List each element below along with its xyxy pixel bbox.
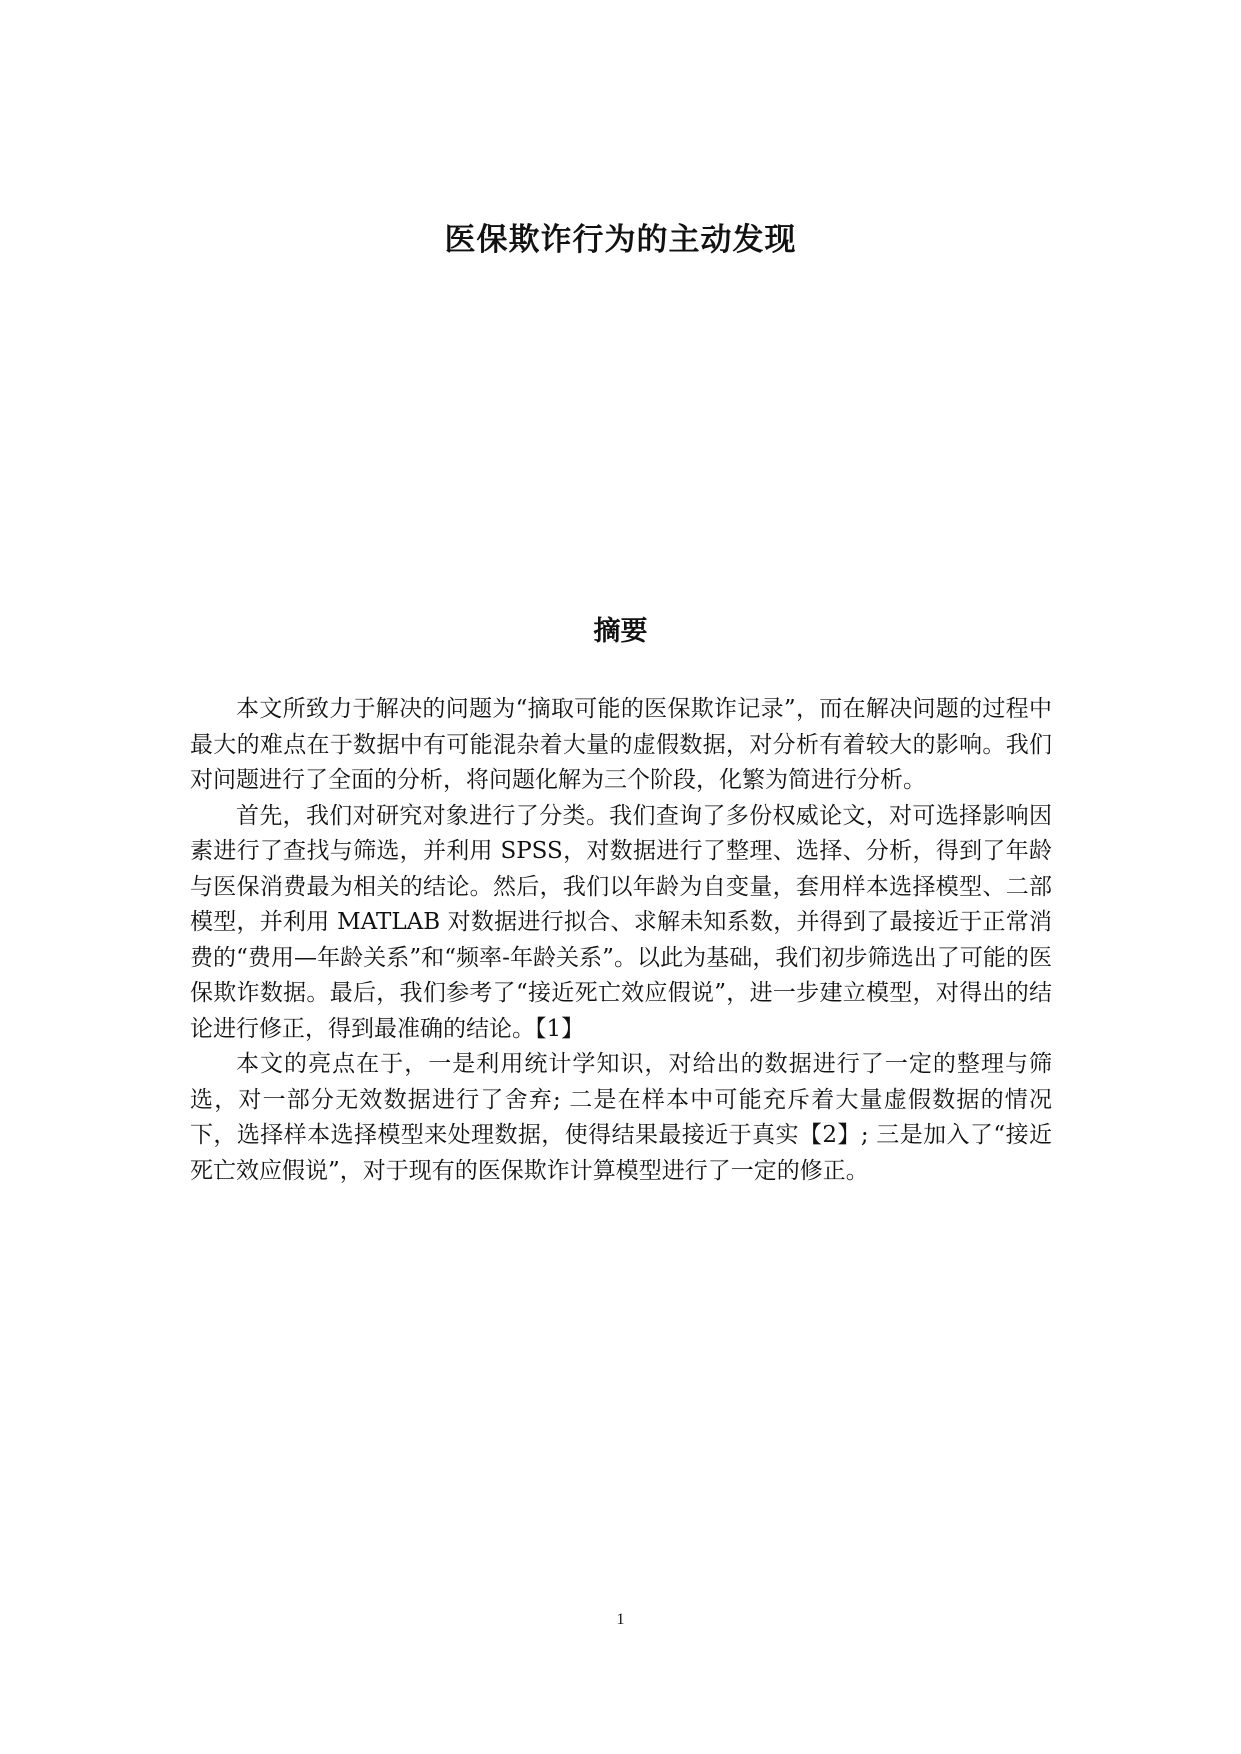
abstract-heading: 摘要 — [593, 616, 648, 647]
page-number: 1 — [616, 1611, 625, 1628]
abstract-paragraph: 本文所致力于解决的问题为“摘取可能的医保欺诈记录”，而在解决问题的过程中最大的难点在于数据中有可能混杂着大量的虚假数据，对分析有着较大的影响。我们对问题进行了全面的分析，将问题化解为三个阶段，化繁为简进行分析。 — [190, 696, 1052, 793]
abstract-paragraph: 本文的亮点在于，一是利用统计学知识，对给出的数据进行了一定的整理与筛选，对一部分无效数据进行了舍弃; 二是在样本中可能充斥着大量虚假数据的情况下，选择样本选择模型来处理数据，使得结果最接近于真实【2】; 三是加入了“接近死亡效应假说”，对于现有的医保欺诈计算模型进行了一定的修正。 — [190, 1051, 1052, 1184]
abstract-body — [190, 692, 1052, 1189]
abstract-paragraph: 首先，我们对研究对象进行了分类。我们查询了多份权威论文，对可选择影响因素进行了查找与筛选，并利用 SPSS，对数据进行了整理、选择、分析，得到了年龄与医保消费最为相关的结论。然后，我们以年龄为自变量，套用样本选择模型、二部模型，并利用 MATLAB 对数据进行拟合、求解未知系数，并得到了最接近于正常消费的“费用—年龄关系”和“频率-年龄关系”。以此为基础，我们初步筛选出了可能的医保欺诈数据。最后，我们参考了“接近死亡效应假说”，进一步建立模型，对得出的结论进行修正，得到最准确的结论。【1】 — [190, 802, 1052, 1042]
page-title: 医保欺诈行为的主动发现 — [444, 222, 797, 258]
